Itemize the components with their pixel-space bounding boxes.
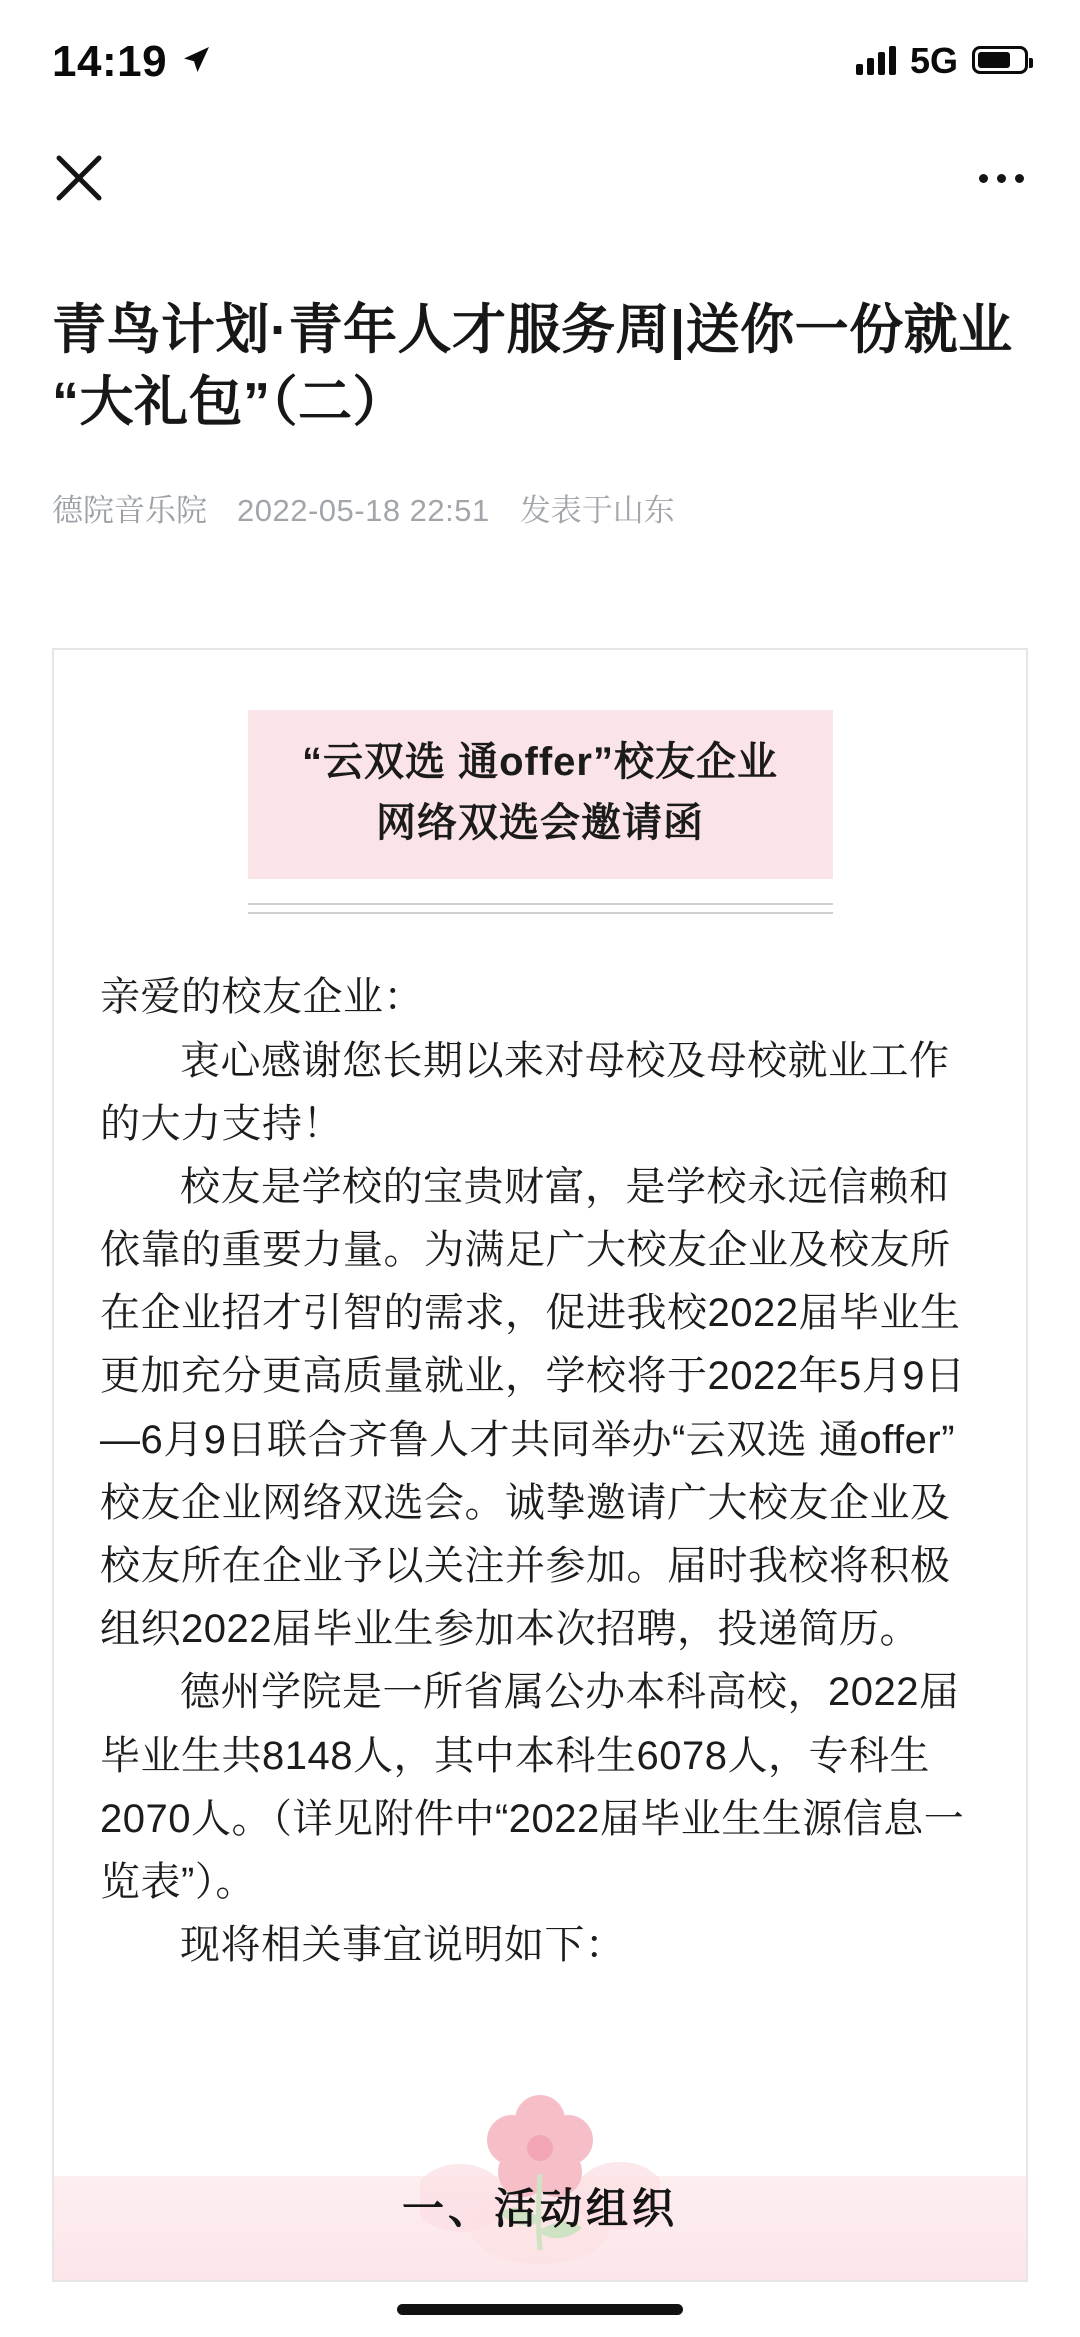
location-arrow-icon xyxy=(181,45,211,75)
document-body xyxy=(54,650,1026,2018)
paragraph-closing: 现将相关事宜说明如下： xyxy=(180,1923,626,1968)
close-button[interactable] xyxy=(44,143,114,213)
battery-icon xyxy=(972,46,1028,74)
article-date: 2022-05-18 22:51 xyxy=(237,492,490,528)
network-type-label: 5G xyxy=(909,40,958,81)
status-bar-right xyxy=(856,41,1028,79)
decoration-area xyxy=(54,2075,1026,2280)
article-author[interactable]: 德院音乐院 xyxy=(52,492,207,528)
status-time: 14:19 xyxy=(52,37,168,86)
double-rule-divider xyxy=(248,903,833,914)
nav-bar xyxy=(0,120,1080,236)
paragraph-school-info: 德州学院是一所省属公办本科高校，2022届毕业生共8148人，其中本科生6078人，专科生2070人。（详见附件中“2022届毕业生生源信息一览表”）。 xyxy=(100,1670,965,1904)
document-card xyxy=(52,648,1028,2283)
article-location: 发表于山东 xyxy=(519,492,675,528)
flower-decoration-icon xyxy=(420,2078,660,2268)
article-header xyxy=(0,294,1080,530)
paragraph-thanks: 衷心感谢您长期以来对母校及母校就业工作的大力支持！ xyxy=(100,1038,950,1146)
status-bar xyxy=(0,0,1080,120)
page-title: 青鸟计划·青年人才服务周|送你一份就业“大礼包”（二） xyxy=(52,300,1013,433)
more-options-button[interactable] xyxy=(966,143,1036,213)
close-icon xyxy=(53,152,105,204)
more-options-icon xyxy=(979,174,988,183)
home-indicator[interactable] xyxy=(397,2304,683,2315)
document-banner xyxy=(248,710,833,880)
status-bar-left xyxy=(52,36,211,84)
paragraph-invitation: 校友是学校的宝贵财富，是学校永远信赖和依靠的重要力量。为满足广大校友企业及校友所在企业招才引智的需求，促进我校2022届毕业生更加充分更高质量就业，学校将于2022年5月9日—6月9日联合齐鲁人才共同举办“云双选 通offer”校友企业网络双选会。诚挚邀请广大校友企业及校友所在企业予以关注并参加。届时我校将积极组织2022届毕业生参加本次招聘，投递简历。 xyxy=(100,1164,966,1652)
banner-line-2: 网络双选会邀请函 xyxy=(376,800,704,845)
article-meta xyxy=(52,485,1028,530)
section-heading: 一、活动组织 xyxy=(401,2185,678,2233)
document-text xyxy=(100,966,980,1977)
paragraph-salutation: 亲爱的校友企业： xyxy=(100,975,424,1020)
banner-line-1: “云双选 通offer”校友企业 xyxy=(302,739,778,784)
signal-bars-icon xyxy=(856,45,896,75)
